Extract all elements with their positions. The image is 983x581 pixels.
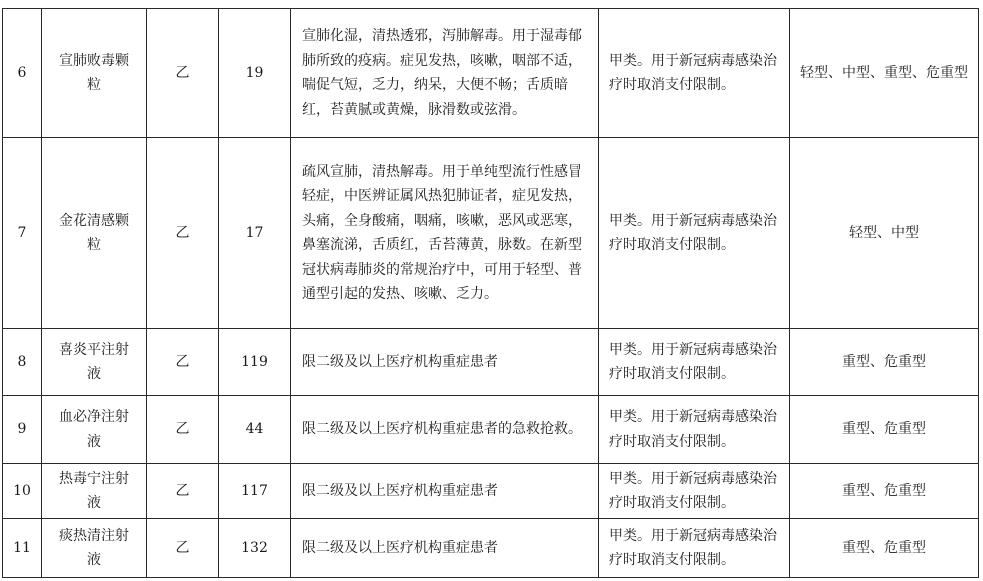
- table-row: [3, 396, 979, 464]
- row-number: 10: [3, 464, 42, 519]
- payment-note: 甲类。用于新冠病毒感染治疗时取消支付限制。: [599, 519, 790, 578]
- drug-category: 乙: [147, 464, 219, 519]
- row-number: 11: [3, 519, 42, 578]
- drug-name: 血必净注射液: [42, 396, 147, 464]
- row-number: 9: [3, 396, 42, 464]
- payment-note: 甲类。用于新冠病毒感染治疗时取消支付限制。: [599, 329, 790, 396]
- drug-name: 喜炎平注射液: [42, 329, 147, 396]
- drug-category: 乙: [147, 396, 219, 464]
- drug-code: 17: [219, 138, 291, 329]
- payment-note: 甲类。用于新冠病毒感染治疗时取消支付限制。: [599, 138, 790, 329]
- drug-description: 限二级及以上医疗机构重症患者: [291, 329, 599, 396]
- table-row: [3, 9, 979, 138]
- drug-description: 宣肺化湿，清热透邪，泻肺解毒。用于湿毒郁肺所致的疫病。症见发热，咳嗽，咽部不适，喘促气短，乏力，纳呆，大便不畅；舌质暗红，苔黄腻或黄燥，脉滑数或弦滑。: [291, 9, 599, 138]
- drug-name: 金花清感颗粒: [42, 138, 147, 329]
- payment-note: 甲类。用于新冠病毒感染治疗时取消支付限制。: [599, 464, 790, 519]
- drug-code: 119: [219, 329, 291, 396]
- drug-category: 乙: [147, 329, 219, 396]
- table-row: [3, 329, 979, 396]
- drug-category: 乙: [147, 9, 219, 138]
- applicable-stage: 轻型、中型: [790, 138, 979, 329]
- table-row: [3, 464, 979, 519]
- applicable-stage: 重型、危重型: [790, 464, 979, 519]
- row-number: 8: [3, 329, 42, 396]
- row-number: 6: [3, 9, 42, 138]
- applicable-stage: 重型、危重型: [790, 329, 979, 396]
- drug-code: 19: [219, 9, 291, 138]
- row-number: 7: [3, 138, 42, 329]
- drug-category: 乙: [147, 519, 219, 578]
- drug-category: 乙: [147, 138, 219, 329]
- payment-note: 甲类。用于新冠病毒感染治疗时取消支付限制。: [599, 9, 790, 138]
- drug-description: 限二级及以上医疗机构重症患者: [291, 464, 599, 519]
- applicable-stage: 重型、危重型: [790, 519, 979, 578]
- drug-code: 44: [219, 396, 291, 464]
- drug-description: 限二级及以上医疗机构重症患者: [291, 519, 599, 578]
- applicable-stage: 轻型、中型、重型、危重型: [790, 9, 979, 138]
- applicable-stage: 重型、危重型: [790, 396, 979, 464]
- drug-code: 117: [219, 464, 291, 519]
- drug-table: [2, 8, 979, 578]
- drug-description: 疏风宣肺，清热解毒。用于单纯型流行性感冒轻症，中医辨证属风热犯肺证者，症见发热，头痛，全身酸痛，咽痛，咳嗽，恶风或恶寒，鼻塞流涕，舌质红，舌苔薄黄，脉数。在新型冠状病毒肺炎的常规治疗中，可用于轻型、普通型引起的发热、咳嗽、乏力。: [291, 138, 599, 329]
- drug-description: 限二级及以上医疗机构重症患者的急救抢救。: [291, 396, 599, 464]
- payment-note: 甲类。用于新冠病毒感染治疗时取消支付限制。: [599, 396, 790, 464]
- drug-code: 132: [219, 519, 291, 578]
- drug-name: 热毒宁注射液: [42, 464, 147, 519]
- table-row: [3, 519, 979, 578]
- table-row: [3, 138, 979, 329]
- drug-name: 宣肺败毒颗粒: [42, 9, 147, 138]
- drug-name: 痰热清注射液: [42, 519, 147, 578]
